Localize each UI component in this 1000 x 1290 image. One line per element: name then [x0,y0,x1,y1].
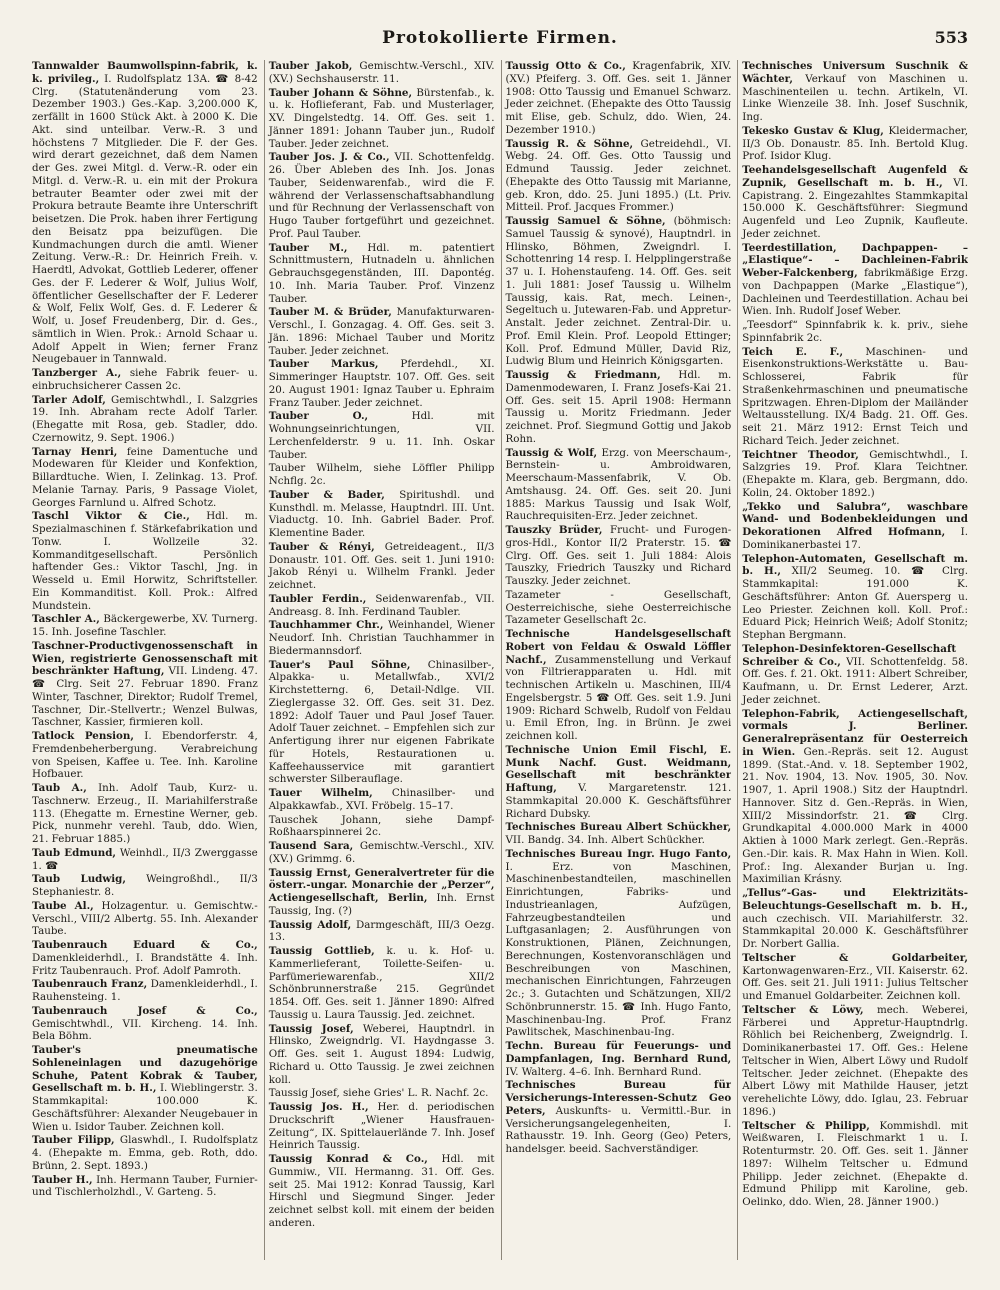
entry-firm-name: Taub A., [32,782,87,794]
entry-details: VII. Schottenfeldg. 26. Über Ableben des Inh. Jos. Jonas Tauber, Seidenwarenfab., wird die F. während der Verlassenschaftsabhandlung und für Rechnung der Verlassenschaft von Hugo Tauber fortgeführt und gezeichnet. Prof. Paul Tauber. [268,151,495,240]
entry-firm-name: Tarler Adolf, [32,393,106,406]
entry-details: Glaswhdl., I. Rudolfsplatz 4. (Ehepakte m. Emma, geb. Roth, ddo. Brünn, 2. Sept. 1893.) [32,1134,258,1172]
entry-details: Getreideagent., II/3 Donaustr. 101. Off. Ges. seit 1. Juni 1910: Jakob Rényi u. Wilhelm Frankl. Jeder zeichnet. [268,540,495,591]
entry-details: mech. Weberei, Färberei und Appretur-Hauptndrlg. Röhlich bei Reichenberg, Zweigndrlg. I. Dominikanerbastei 17. Off. Ges.: Helene Teltscher in Wien, Albert Löwy und Rudolf Teltscher. Jeder zeichnet. (Ehepakte des Albert Löwy mit Mathilde Hauser, jetzt verehelichte Löwy, ddo. Iglau, 23. Februar 1896.) [742,1003,968,1118]
directory-entry [506,744,732,821]
entry-details: feine Damentuche und Modewaren für Kleider und Konfektion, Billardtuche. Wien, I. Zelinkag. 13. Prof. Melanie Tarnay. Paris, 9 Passage Violet, Georges Farnlund u. Alfred Schotz. [32,445,258,509]
directory-entry [32,1005,258,1043]
column-4 [737,60,968,1260]
entry-details: Gemischtwhdl., I. Salzgries 19. Inh. Abraham recte Adolf Tarler. (Ehegatte mit Rosa, geb. Stadler, ddo. Czernowitz, 9. Sept. 1906.) [32,393,258,444]
entry-details: Auskunfts- u. Vermittl.-Bur. in Versicherungsangelegenheiten, I. Rathausstr. 19. Inh. Georg (Geo) Peters, handelsger. beeid. Sachverständiger. [505,1104,732,1155]
directory-entry [269,1023,495,1087]
entry-details: Spiritushdl. und Kunsthdl. m. Melasse, Hauptndrl. III. Unt. Viaductg. 10. Inh. Gabriel Bader. Prof. Klementine Bader. [268,488,495,539]
page-number: 553 [934,28,968,47]
entry-details: VII. Bandg. 34. Inh. Albert Schückher. [505,834,705,846]
entry-firm-name: Taubenrauch Eduard & Co., [32,939,258,951]
entry-details: Kleidermacher, II/3 Ob. Donaustr. 85. Inh. Bertold Klug. Prof. Isidor Klug. [742,124,968,163]
directory-entry [742,1120,968,1209]
entry-firm-name: Teerdestillation, Dachpappen- – „Elastique“- – Dachleinen-Fabrik Weber-Falckenberg, [742,241,968,279]
directory-entry [742,164,968,241]
entry-firm-name: Taussig Ernst, Generalvertreter für die österr.-ungar. Monarchie der „Perzer“, Actiengesellschaft, Berlin, [268,866,495,904]
directory-entry [32,613,258,639]
directory-entry [269,151,495,240]
directory-entry [269,541,495,592]
entry-details: Maschinen- und Eisenkonstruktions-Werkstätte u. Bau-Schlosserei, Fabrik für Straßenkehrmaschinen und pneumatische Spritzwagen. Ehren-Diplom der Mailänder Weltausstellung. IX/4 Badg. 21. Off. Ges. seit 21. März 1912: Ernst Teich und Richard Teich. Jeder zeichnet. [742,345,968,447]
directory-entry [32,782,258,846]
directory-entry [269,1101,495,1152]
entry-firm-name: Tauber Johann & Söhne, [268,86,413,99]
directory-entry [269,919,495,945]
entry-firm-name: „Tellus“-Gas- und Elektrizitäts-Beleuchtungs-Gesellschaft m. b. H., [742,887,968,912]
entry-details: k. u. k. Hof- u. Kammerlieferant, Toilette-Seifen- u. Parfümeriewarenfab., XII/2 Schönbrunnerstraße 215. Gegründet 1854. Off. Ges. seit 1. Jänner 1890: Alfred Taussig u. Laura Taussig. Jed. zeichnet. [268,945,495,1021]
entry-details: Gemischtw.-Verschl., XIV. (XV.) Grimmg. 6. [268,840,495,865]
entry-firm-name: Taussig Otto & Co., [505,60,626,72]
entry-details: Taussig Josef, siehe Gries' L. R. Nachf. 2c. [268,1087,489,1100]
entry-details: Tauber Wilhelm, siehe Löffler Philipp Nchflg. 2c. [268,462,495,487]
entry-details: Frucht- und Furogen-gros-Hdl., Kontor II/2 Praterstr. 15. ☎ Clrg. Off. Ges. seit 1. Juli 1884: Alois Tauszky, Friedrich Tauszky und Richard Tauszky. Jeder zeichnet. [505,524,732,587]
entry-firm-name: Tauer's Paul Söhne, [268,658,411,671]
directory-entry [506,821,732,847]
entry-firm-name: Taschl Viktor & Cie., [32,510,190,523]
entry-firm-name: Teltscher & Löwy, [742,1003,864,1016]
entry-details: fabrikmäßige Erzg. von Dachpappen (Marke „Elastique“), Dachleinen und Teerdestillation. Achau bei Wien. Inh. Rudolf Josef Weber. [742,267,968,318]
directory-entry [32,939,258,977]
entry-firm-name: Tauber M. & Brüder, [268,306,392,319]
directory-entry [269,242,495,306]
directory-entry [742,708,968,887]
entry-firm-name: Tauber H., [32,1173,93,1186]
directory-entry [742,242,968,319]
directory-entry [32,978,258,1004]
directory-entry [32,60,258,366]
entry-details: I. Dominikanerbastei 17. [742,526,968,551]
entry-details: Tauschek Johann, siehe Dampf-Roßhaarspinnerei 2c. [268,813,495,839]
entry-details: Kommishdl. mit Weißwaren, I. Fleischmarkt 1 u. I. Rotenturmstr. 20. Off. Ges. seit 1. Jänner 1897: Wilhelm Teltscher u. Edmund Philipp. Jeder zeichnet. (Ehepakte d. Edmund Philipp mit Karoline, geb. Oelinko, ddo. Wien, 28. Jänner 1900.) [742,1119,968,1208]
entry-details: (böhmisch: Samuel Taussig & synové), Hauptndrl. in Hlinsko, Böhmen, Zweigndrl. I. Schottenring 14 resp. I. Helpplingerstraße 37 u. I. Hohenstaufeng. 14. Off. Ges. seit 1. Juli 1881: Josef Taussig u. Wilhelm Taussig, kais. Rat, mech. Leinen-, Segeltuch u. Jutewaren-Fab. und Appretur-Anstalt. Jeder zeichnet. Zentral-Dir. u. Prof. Emil Klein. Prof. Leopold Ettinger; Koll. Prof. Edmund Müller, David Riz, Ludwig Blum und Heinrich Königsgarten. [505,215,732,368]
directory-entry [506,589,732,627]
entry-details: I. Ebendorferstr. 4, Fremdenbeherbergung. Verabreichung von Speisen, Kaffee u. Tee. Inh. Karoline Hofbauer. [32,730,258,781]
entry-firm-name: Tauber M., [268,241,348,254]
entry-firm-name: Teehandelsgesellschaft Augenfeld & Zupnik, Gesellschaft m. b. H., [742,164,968,189]
entry-details: Gemischtwhdl., VII. Kircheng. 14. Inh. Bela Böhm. [32,1017,258,1043]
directory-entry [269,462,495,488]
entry-details: Damenkleiderhdl., I. Brandstätte 4. Inh. Fritz Taubenrauch. Prof. Adolf Pamroth. [32,951,258,977]
entry-firm-name: Teichtner Theodor, [742,448,859,461]
directory-entry [742,643,968,707]
directory-entry [506,848,732,1039]
entry-firm-name: Taussig Adolf, [268,918,352,931]
entry-details: Chinasilber-, Alpakka- u. Metallwfab., XVI/2 Kirchstetterng. 6, Detail-Ndlge. VII. Zieglergasse 32. Off. Ges. seit 31. Dez. 1892: Adolf Tauer und Paul Josef Tauer. Adolf Tauer zeichnet. – Empfehlen sich zur Anfertigung ihrer nur eigenen Fabrikate für Hotels, Restaurationen u. Kaffeehausservice mit garantiert schwerster Silberauflage. [268,658,495,786]
entry-firm-name: Taussig Konrad & Co., [268,1153,428,1165]
entry-firm-name: Taubler Ferdin., [268,592,367,605]
directory-entry [269,306,495,357]
entry-firm-name: Tarnay Henri, [32,445,118,458]
directory-entry [269,867,495,918]
entry-firm-name: Taubenrauch Franz, [32,978,148,991]
entry-firm-name: Taussig R. & Söhne, [505,137,634,150]
directory-entry [269,358,495,409]
entry-details: Gen.-Repräs. seit 12. August 1899. (Stat.-And. v. 18. September 1902, 21. Nov. 1904, 13. Nov. 1905, 30. Nov. 1907, 1. April 1908.) Sitz der Hauptndrl. Hannover. Sitz d. Gen.-Repräs. in Wien, XIII/2 Missindorfstr. 21. ☎ Clrg. Grundkapital 4.000.000 Mark in 4000 Aktien à 1000 Mark zerlegt. Gen.-Repräs. Gen.-Dir. kais. R. Max Hahn in Wien. Koll. Prof.: Ing. Alexander Burjan u. Ing. Maximilian Krásny. [742,745,968,886]
directory-entry [742,501,968,552]
entry-firm-name: Tatlock Pension, [32,730,134,742]
directory-entry [742,125,968,163]
entry-details: Tazameter - Gesellschaft, Oesterreichische, siehe Oesterreichische Tazameter Gesellschaft 2c. [505,588,732,627]
directory-entry [32,510,258,612]
directory-entry [32,900,258,938]
entry-firm-name: Telephon-Desinfektoren-Gesellschaft Schreiber & Co., [742,642,957,668]
entry-details: I. Wieblingerstr. 3. Stammkapital: 100.000 K. Geschäftsführer: Alexander Neugebauer in Wien u. Isidor Tauber. Zeichnen koll. [32,1082,258,1133]
entry-firm-name: Taub Ludwig, [32,873,126,886]
entry-details: Chinasilber- und Alpakkawfab., XVI. Fröbelg. 15–17. [268,787,495,812]
entry-details: Inh. Adolf Taub, Kurz- u. Taschnerw. Erzeug., II. Mariahilferstraße 113. (Ehegatte m. Ernestine Werner, geb. Pick, nunmehr verehl. Taub, ddo. Wien, 21. Februar 1885.) [32,782,258,845]
entry-details: VII. Lindeng. 47. ☎ Clrg. Seit 27. Februar 1890. Franz Winter, Taschner, Direktor; Rudolf Tremel, Taschner, Dir.-Stellvertr.; Wenzel Bulwas, Taschner, Kassier, firmieren koll. [32,665,258,729]
directory-entry [269,1153,495,1230]
directory-entry [506,524,732,588]
entry-firm-name: Technisches Bureau Ingr. Hugo Fanto, [505,847,732,860]
page-title: Protokollierte Firmen. [382,28,618,48]
entry-details: Inh. Ernst Taussig, Ing. (?) [268,892,495,917]
entry-firm-name: Technisches Bureau Albert Schückher, [505,821,732,834]
entry-details: V. Margaretenstr. 121. Stammkapital 20.000 K. Geschäftsführer Richard Dubsky. [505,782,732,820]
entry-details: Gemischtwhdl., I. Salzgries 19. Prof. Klara Teichtner. (Ehepakte m. Klara, geb. Bergmann, ddo. Kolin, 24. Oktober 1892.) [742,448,968,499]
entry-firm-name: Tauer Wilhelm, [268,787,373,799]
entry-firm-name: Tauszky Brüder, [505,524,603,536]
entry-details: siehe Fabrik feuer- u. einbruchsicherer Cassen 2c. [32,367,258,392]
entry-firm-name: Tauber Jakob, [268,60,353,72]
entry-firm-name: Techn. Bureau für Feuerungs- und Dampfanlagen, Ing. Bernhard Rund, [505,1040,732,1065]
entry-details: XII/2 Seumeg. 10. ☎ Clrg. Stammkapital: 191.000 K. Geschäftsführer: Anton Gf. Auersperg u. Leo Priester. Zeichnen koll. Koll. Prof.: Eduard Pick; Heinrich Weiß; Adolf Stonitz; Stephan Bergmann. [742,565,968,641]
entry-details: Hdl. m. Spezialmaschinen f. Stärkefabrikation und Tonw. I. Wollzeile 32. Kommanditgesellschaft. Persönlich haftender Ges.: Viktor Taschl, Jng. in Wesseld u. Emil Horwitz, Schriftsteller. Ein Kommanditist. Koll. Prok.: Alfred Mundstein. [32,510,258,612]
directory-entry [269,60,495,86]
entry-details: Erzg. von Meerschaum-, Bernstein- u. Ambroidwaren, Meerschaum-Massenfabrik, V. Ob. Amtshausg. 24. Off. Ges. seit 20. Juni 1885: Markus Taussig und Isak Wolf, Rauchrequisiten-Erz. Jeder zeichnet. [505,446,732,523]
entry-firm-name: Tauber & Rényi, [268,540,375,553]
entry-firm-name: Taube Al., [32,899,94,912]
entry-firm-name: Technische Union Emil Fischl, E. Munk Nachf. Gust. Weidmann, Gesellschaft mit beschränkter Haftung, [505,743,732,794]
entry-firm-name: Tanzberger A., [32,367,122,379]
directory-entry [742,60,968,124]
directory-entry [506,60,732,137]
entry-firm-name: Technisches Universum Suschnik & Wächter, [742,60,968,85]
directory-entry [506,447,732,524]
directory-entry [742,319,968,345]
entry-details: Damenkleiderhdl., I. Rauhensteing. 1. [32,978,258,1003]
entry-details: „Teesdorf“ Spinnfabrik k. k. priv., siehe Spinnfabrik 2c. [742,319,968,344]
directory-entry [506,628,732,743]
entry-details: Weberei, Hauptndrl. in Hlinsko, Zweigndrlg. VI. Haydngasse 3. Off. Ges. seit 1. August 1894: Ludwig, Richard u. Otto Taussig. Je zwei zeichnen koll. [268,1022,495,1086]
column-2 [264,60,495,1260]
entry-firm-name: Taussig Josef, [268,1022,354,1035]
directory-entry [32,873,258,899]
directory-entry [742,346,968,448]
directory-entry [742,449,968,500]
directory-entry [32,730,258,781]
directory-entry [506,1079,732,1156]
column-1 [32,60,258,1260]
entry-details: Seidenwarenfab., VII. Andreasg. 8. Inh. Ferdinand Taubler. [268,592,495,618]
directory-entry [32,394,258,445]
entry-firm-name: Tausend Sara, [268,840,354,852]
entry-details: Kartonwagenwaren-Erz., VII. Kaiserstr. 62. Off. Ges. seit 21. Juli 1911: Julius Teltscher und Emanuel Goldarbeiter. Zeichnen koll. [742,964,968,1002]
directory-entry [742,952,968,1003]
entry-firm-name: Tauber O., [268,410,369,423]
entry-firm-name: „Tekko und Salubra“, waschbare Wand- und Bodenbekleidungen und Dekorationen Alfred Hofmann, [742,500,968,538]
entry-firm-name: Tauber's pneumatische Sohleneinlagen und dazugehörige Schuhe, Patent Kobrak & Tauber, Gesellschaft m. b. H., [32,1044,258,1095]
directory-entry [742,887,968,951]
directory-entry [269,410,495,461]
entry-firm-name: Telephon-Fabrik, Actiengesellschaft, vormals J. Berliner. Generalrepräsentanz für Oesterreich in Wien. [742,707,968,758]
directory-entry [32,1174,258,1200]
entry-details: Weinhdl., II/3 Zwerggasse 1. ☎ [32,846,258,872]
directory-entry [506,215,732,368]
directory-entry [32,847,258,873]
entry-firm-name: Taschler A., [32,613,100,626]
entry-details: Inh. Hermann Tauber, Furnier- und Tischlerholzhdl., V. Garteng. 5. [32,1173,258,1199]
entry-firm-name: Tauber Jos. J. & Co., [268,151,390,164]
entry-details: Pferdehdl., XI. Simmeringer Hauptstr. 107. Off. Ges. seit 20. August 1901: Ignaz Tauber u. Ephraim Franz Tauber. Jeder zeichnet. [268,358,495,409]
entry-details: VII. Schottenfeldg. 58. Off. Ges. f. 21. Okt. 1911: Albert Schreiber, Kaufmann, u. Dr. Ernst Lederer, Arzt. Jeder zeichnet. [742,655,968,706]
entry-firm-name: Tauchhammer Chr., [268,619,384,632]
directory-entry [506,1040,732,1078]
page-header [32,28,968,54]
entry-details: Kragenfabrik, XIV. (XV.) Pfeiferg. 3. Off. Ges. seit 1. Jänner 1908: Otto Taussig und Emanuel Schwarz. Jeder zeichnet. (Ehepakte des Otto Taussig mit Elise, geb. Schulz, ddo. Wien, 24. Dezember 1910.) [505,60,732,136]
directory-entry [269,593,495,619]
entry-details: VI. Capistrang. 2. Eingezahltes Stammkapital 150.000 K. Geschäftsführer: Siegmund Augenfeld und Leo Zupnik, Kaufleute. Jeder zeichnet. [742,176,968,240]
entry-firm-name: Taussig & Friedmann, [505,369,661,381]
entry-details: Her. d. periodischen Druckschrift „Wiener Hausfrauen-Zeitung“, IX. Spittelauerlände 7. Inh. Josef Heinrich Taussig. [268,1101,495,1152]
entry-details: Hdl. mit Wohnungseinrichtungen, VII. Lerchenfelderstr. 9 u. 11. Inh. Oskar Tauber. [268,410,495,461]
entry-details: auch czechisch. VII. Mariahilferstr. 32. Stammkapital 20.000 K. Geschäftsführer Dr. Norbert Gallia. [742,912,968,950]
entry-firm-name: Technische Handelsgesellschaft Robert von Feldau & Oswald Löffler Nachf., [505,628,732,666]
entry-details: Hdl. m. Damenmodewaren, I. Franz Josefs-Kai 21. Off. Ges. seit 15. April 1908: Hermann Taussig u. Moritz Friedmann. Jeder zeichnet. Prof. Siegmund Gottig und Jakob Rohn. [505,369,732,445]
entry-details: Darmgeschäft, III/3 Oezg. 13. [268,918,495,944]
directory-entry [32,446,258,510]
directory-entry [32,367,258,393]
entry-details: I. Rudolfsplatz 13A. ☎ 8-42 Clrg. (Statutenänderung vom 23. Dezember 1903.) Ges.-Kap. 3,200.000 K, zerfällt in 1600 Stück Akt. à 2000 K. Die Akt. sind unteilbar. Verw.-R. 3 und höchstens 7 Mitglieder. Die F. der Ges. wird derart gezeichnet, daß dem Namen der Ges. zwei Mitgl. d. Verw.-R. oder ein Mitgl. d. Verw.-R. u. ein mit der Prokura betrauter Beamter oder zwei mit der Prokura betraute Beamte ihre Unterschrift beisetzen. Die Prok. haben ihrer Fertigung den Beisatz ppa beizufügen. Die Kundmachungen durch die amtl. Wiener Zeitung. Verw.-R.: Dr. Heinrich Freih. v. Haerdtl, Advokat, Gottlieb Lederer, offener Ges. der F. Lederer & Wolf, Julius Wolf, öffentlicher Gesellschafter der F. Lederer & Wolf, Felix Wolf, Ges. d. F. Lederer & Wolf, u. Josef Freudenberg, Dir. d. Ges., sämtlich in Wien. Prok.: Arnold Schaar u. Adolf Appelt in Wien; ferner Franz Neugebauer in Tannwald. [32,72,258,366]
directory-entry [506,369,732,446]
entry-firm-name: Taussig Gottlieb, [268,945,375,957]
entry-details: Gemischtw.-Verschl., XIV. (XV.) Sechshauserstr. 11. [268,60,495,85]
entry-firm-name: Tekesko Gustav & Klug, [742,124,884,137]
entry-firm-name: Teich E. F., [742,345,844,358]
column-3 [501,60,732,1260]
entry-details: Holzagentur. u. Gemischtw.-Verschl., VIII/2 Albertg. 55. Inh. Alexander Taube. [32,899,258,938]
entry-details: Getreidehdl., VI. Webg. 24. Off. Ges. Otto Taussig und Edmund Taussig. Jeder zeichnet. (Ehepakte des Otto Taussig mit Marianne, geb. Kron, ddo. 25. Juni 1895.) (Lt. Priv. Mitteil. Prof. Jacques Frommer.) [505,137,732,214]
entry-firm-name: Taubenrauch Josef & Co., [32,1004,258,1017]
entry-details: Hdl. mit Gummiw., VII. Hermanng. 31. Off. Ges. seit 25. Mai 1912: Konrad Taussig, Karl Hirschl und Siegmund Singer. Jeder zeichnet selbst koll. mit einem der beiden anderen. [268,1153,495,1229]
directory-entry [269,945,495,1022]
directory-entry [742,1004,968,1119]
entry-firm-name: Tannwalder Baumwollspinn-fabrik, k. k. privileg., [32,60,258,85]
directory-entry [32,1044,258,1133]
directory-entry [32,640,258,729]
entry-details: Bürstenfab., k. u. k. Hoflieferant, Fab. und Musterlager, XV. Dingelstedtg. 14. Off. Ges. seit 1. Jänner 1891: Johann Tauber jun., Rudolf Tauber. Jeder zeichnet. [268,86,495,150]
entry-firm-name: Teltscher & Goldarbeiter, [742,951,968,964]
directory-entry [269,814,495,840]
entry-firm-name: Taussig Samuel & Söhne, [505,215,666,227]
directory-entry [506,138,732,215]
directory-entry [269,87,495,151]
directory-entry [32,1134,258,1172]
entry-details: I. Erz. von Maschinen, Maschinenbestandteilen, maschinellen Einrichtungen, Fabriks- und Industrieanlagen, Aufzügen, Fahrzeugbestandteilen und Luftgasanlagen; 2. Ausführungen von Konstruktionen, Plänen, Zeichnungen, Berechnungen, Kostenvoranschlägen und Beschreibungen von Maschinen, mechanischen Einrichtungen, Fahrzeugen 2c.; 3. Gutachten und Schätzungen, XII/2 Schönbrunnerstr. 15. ☎ Inh. Hugo Fanto, Maschinenbau-Ing. Prof. Franz Pawlitschek, Maschinenbau-Ing. [505,860,732,1039]
entry-firm-name: Technisches Bureau für Versicherungs-Interessen-Schutz Geo Peters, [505,1079,732,1117]
directory-entry [269,787,495,813]
entry-firm-name: Tauber Markus, [268,358,379,371]
entry-details: Hdl. m. patentiert Schnittmustern, Hutnadeln u. ähnlichen Gebrauchsgegenständen, III. Dapontég. 10. Inh. Maria Tauber. Prof. Vinzenz Tauber. [268,241,495,305]
entry-firm-name: Taschner-Productivgenossenschaft in Wien, registrierte Genossenschaft mit beschränkter Haftung, [32,639,258,678]
entry-details: Verkauf von Maschinen u. Maschinenteilen u. techn. Artikeln, VI. Linke Wienzeile 38. Inh. Josef Suschnik, Ing. [742,72,968,123]
entry-details: IV. Walterg. 4–6. Inh. Bernhard Rund. [505,1065,702,1078]
entry-details: Bäckergewerbe, XV. Turnerg. 15. Inh. Josefine Taschler. [32,613,258,638]
entry-firm-name: Tauber Filipp, [32,1134,115,1147]
entry-details: Weingroßhdl., II/3 Stephaniestr. 8. [32,873,258,898]
entry-details: Zusammenstellung und Verkauf von Filtrierapparaten u. Hdl. mit technischen Artikeln u. Maschinen, III/4 Engelsbergstr. 5 ☎ Off. Ges. seit 1.9. Juni 1909: Richard Schwelb, Rudolf von Feldau u. Emil Efron, Ing. in Brünn. Je zwei zeichnen koll. [505,653,732,742]
directory-entry [269,840,495,866]
entry-firm-name: Taub Edmund, [32,846,116,859]
directory-entry [269,489,495,540]
entry-firm-name: Taussig Jos. H., [268,1101,369,1113]
directory-entry [269,619,495,657]
directory-entry [742,553,968,642]
directory-entry [269,1087,495,1100]
entry-firm-name: Tauber & Bader, [268,488,385,501]
directory-entry [269,659,495,787]
entry-details: Manufakturwaren-Verschl., I. Gonzagag. 4. Off. Ges. seit 3. Jän. 1896: Michael Tauber und Moritz Tauber. Jeder zeichnet. [268,306,495,357]
entry-details: Weinhandel, Wiener Neudorf. Inh. Christian Tauchhammer in Biedermannsdorf. [268,619,495,657]
entry-firm-name: Telephon-Automaten, Gesellschaft m. b. H., [742,552,968,578]
entry-firm-name: Teltscher & Philipp, [742,1119,870,1132]
text-columns [32,60,968,1260]
entry-firm-name: Taussig & Wolf, [505,446,598,459]
